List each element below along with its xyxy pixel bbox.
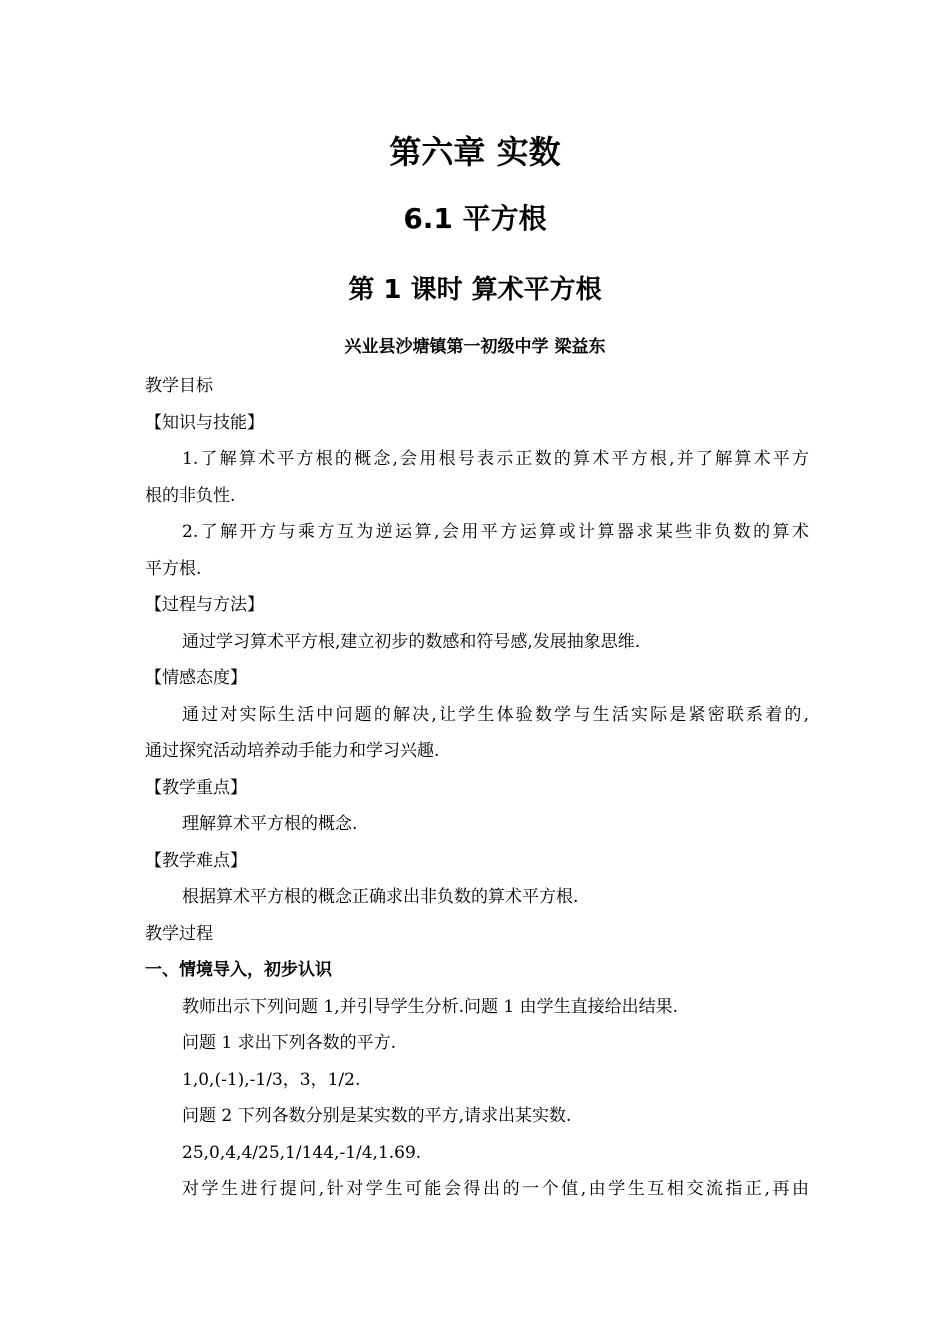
number-list: 25,0,4,4/25,1/144,-1/4,1.69. (182, 1142, 422, 1163)
paragraph-line: 教师出示下列问题 1,并引导学生分析.问题 1 由学生直接给出结果. (182, 996, 679, 1017)
paragraph-line: 平方根. (145, 558, 202, 579)
paragraph-line: 根据算术平方根的概念正确求出非负数的算术平方根. (182, 887, 579, 907)
question-1: 问题 1 求出下列各数的平方. (182, 1033, 397, 1053)
subheading-knowledge-skills: 【知识与技能】 (145, 412, 264, 433)
section-heading-intro: 一、情境导入，初步认识 (145, 960, 332, 980)
paragraph-line: 对学生进行提问,针对学生可能会得出的一个值,由学生互相交流指正,再由 (182, 1179, 809, 1199)
paragraph-line: 通过对实际生活中问题的解决,让学生体验数学与生活实际是紧密联系着的, (182, 704, 809, 725)
subheading-difficulties: 【教学难点】 (145, 850, 247, 871)
paragraph-line: 通过探究活动培养动手能力和学习兴趣. (145, 741, 440, 761)
author-line: 兴业县沙塘镇第一初级中学 梁益东 (344, 337, 606, 357)
heading-teaching-process: 教学过程 (145, 923, 213, 944)
paragraph-line: 根的非负性. (145, 485, 236, 506)
subheading-key-points: 【教学重点】 (145, 777, 247, 798)
document-body (145, 368, 809, 1208)
question-2: 问题 2 下列各数分别是某实数的平方,请求出某实数. (182, 1106, 572, 1126)
lesson-title: 第 1 课时 算术平方根 (348, 275, 602, 305)
section-title: 6.1 平方根 (403, 202, 547, 235)
chapter-title: 第六章 实数 (389, 133, 561, 171)
number-list: 1,0,(-1),-1/3，3，1/2. (182, 1069, 361, 1090)
paragraph-line: 理解算术平方根的概念. (182, 814, 358, 834)
paragraph-line: 2.了解开方与乘方互为逆运算,会用平方运算或计算器求某些非负数的算术 (182, 522, 809, 542)
paragraph-line: 通过学习算术平方根,建立初步的数感和符号感,发展抽象思维. (182, 631, 641, 652)
subheading-emotion-attitude: 【情感态度】 (145, 668, 247, 688)
paragraph-line: 1.了解算术平方根的概念,会用根号表示正数的算术平方根,并了解算术平方 (182, 449, 809, 469)
subheading-process-method: 【过程与方法】 (145, 595, 264, 615)
heading-teaching-goals: 教学目标 (145, 376, 213, 396)
